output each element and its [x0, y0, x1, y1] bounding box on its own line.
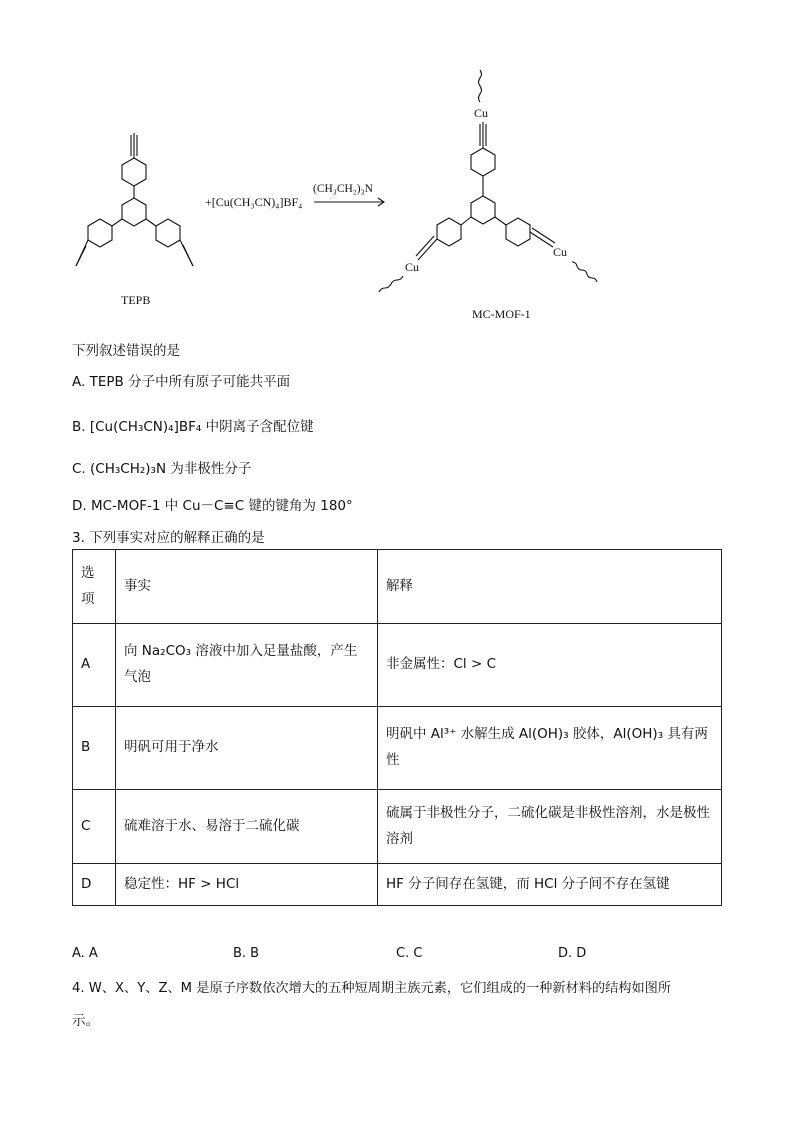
- row-explain: 非金属性：Cl > C: [378, 624, 722, 707]
- cu-label-top: Cu: [474, 106, 489, 120]
- tepb-right-ring: [156, 219, 180, 247]
- tepb-label: TEPB: [121, 293, 151, 307]
- table-row: [73, 624, 722, 707]
- reagent-formula: +[Cu(CH₃CN)₄]BF₄: [205, 195, 303, 209]
- row-fact: 稳定性：HF > HCl: [116, 864, 378, 906]
- row-option: A: [73, 624, 116, 707]
- row-explain: 硫属于非极性分子，二硫化碳是非极性溶剂，水是极性溶剂: [378, 790, 722, 864]
- q4-stem-line2: 示。: [72, 1013, 99, 1029]
- q3-stem: 3. 下列事实对应的解释正确的是: [72, 530, 265, 546]
- tepb-top-ring: [122, 158, 146, 186]
- product-central-ring: [471, 196, 495, 224]
- reaction-condition: (CH₃CH₂)₃N: [313, 183, 373, 195]
- q2-option-b: B. [Cu(CH₃CN)₄]BF₄ 中阴离子含配位键: [72, 419, 314, 435]
- row-fact: 硫难溶于水、易溶于二硫化碳: [116, 790, 378, 864]
- tepb-central-ring: [122, 198, 146, 226]
- header-option: 选项: [73, 550, 116, 624]
- row-option: B: [73, 707, 116, 790]
- q4-stem-line1: 4. W、X、Y、Z、M 是原子序数依次增大的五种短周期主族元素，它们组成的一种新材料的结构如图所: [72, 981, 672, 996]
- header-explain: 解释: [378, 550, 722, 624]
- tepb-left-ring: [88, 219, 112, 247]
- product-label: MC-MOF-1: [472, 307, 531, 321]
- cu-label-right: Cu: [553, 245, 568, 259]
- row-fact: 明矾可用于净水: [116, 707, 378, 790]
- reaction-scheme: [0, 0, 794, 330]
- q2-option-c: C. (CH₃CH₂)₃N 为非极性分子: [72, 461, 252, 477]
- table-header-row: [73, 550, 722, 624]
- q2-option-d: D. MC-MOF-1 中 Cu－C≡C 键的键角为 180°: [72, 498, 353, 514]
- row-explain: 明矾中 Al³⁺ 水解生成 Al(OH)₃ 胶体，Al(OH)₃ 具有两性: [378, 707, 722, 790]
- product-left-ring: [437, 218, 461, 246]
- table-row: [73, 864, 722, 906]
- product-top-ring: [471, 148, 495, 176]
- q3-answer-b: B. B: [233, 946, 260, 961]
- q2-option-a: A. TEPB 分子中所有原子可能共平面: [72, 374, 291, 390]
- row-option: C: [73, 790, 116, 864]
- q3-table: [72, 549, 722, 906]
- cu-label-left: Cu: [405, 260, 420, 274]
- q3-answer-c: C. C: [396, 946, 423, 961]
- product-right-ring: [506, 218, 530, 246]
- header-fact: 事实: [116, 550, 378, 624]
- row-fact: 向 Na₂CO₃ 溶液中加入足量盐酸，产生气泡: [116, 624, 378, 707]
- tepb-top-alkyne: [131, 133, 137, 158]
- q3-answer-d: D. D: [558, 946, 587, 961]
- row-explain: HF 分子间存在氢键，而 HCl 分子间不存在氢键: [378, 864, 722, 906]
- q2-stem: 下列叙述错误的是: [72, 343, 180, 359]
- q3-answer-a: A. A: [72, 946, 98, 961]
- table-row: [73, 707, 722, 790]
- table-row: [73, 790, 722, 864]
- row-option: D: [73, 864, 116, 906]
